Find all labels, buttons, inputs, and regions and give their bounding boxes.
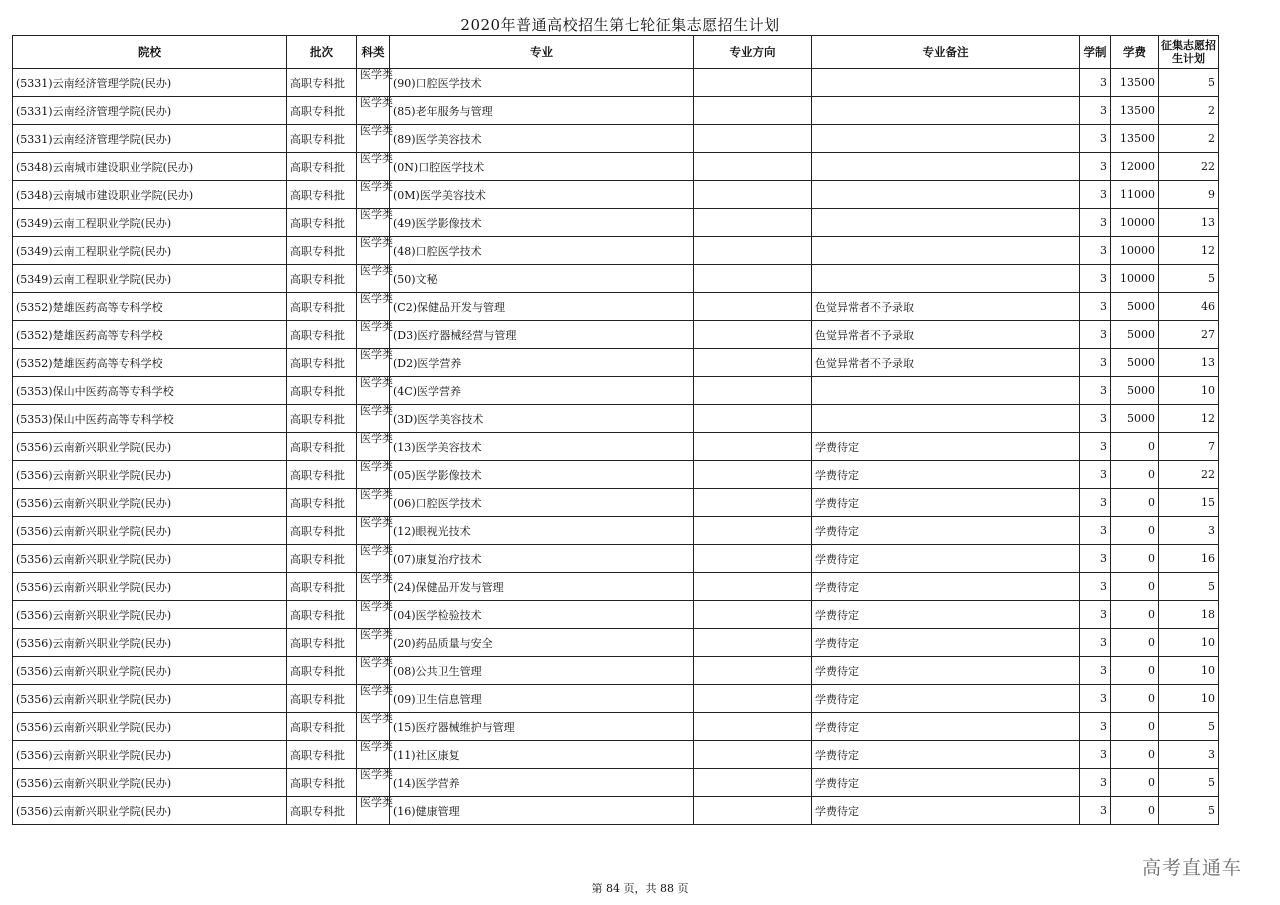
cell-plan: 46 (1159, 293, 1219, 321)
cell-school: (5356)云南新兴职业学院(民办) (13, 433, 287, 461)
cell-fee: 0 (1111, 657, 1159, 685)
cell-years: 3 (1080, 461, 1111, 489)
cell-major: (24)保健品开发与管理 (390, 573, 694, 601)
cell-years: 3 (1080, 769, 1111, 797)
cell-note: 学费待定 (812, 741, 1080, 769)
cell-plan: 5 (1159, 69, 1219, 97)
cell-category: 医学类 (357, 209, 390, 237)
cell-direction (694, 237, 812, 265)
cell-plan: 5 (1159, 797, 1219, 825)
cell-major: (4C)医学营养 (390, 377, 694, 405)
cell-batch: 高职专科批 (287, 769, 357, 797)
cell-direction (694, 377, 812, 405)
cell-category: 医学类 (357, 489, 390, 517)
page-footer: 第 84 页，共 88 页 (591, 882, 689, 895)
cell-direction (694, 573, 812, 601)
table-row (13, 433, 1219, 461)
cell-category: 医学类 (357, 517, 390, 545)
cell-plan: 10 (1159, 657, 1219, 685)
cell-major: (3D)医学美容技术 (390, 405, 694, 433)
cell-note: 学费待定 (812, 433, 1080, 461)
table-row (13, 153, 1219, 181)
cell-plan: 5 (1159, 713, 1219, 741)
enrollment-plan-table (12, 35, 1219, 825)
cell-years: 3 (1080, 573, 1111, 601)
cell-plan: 7 (1159, 433, 1219, 461)
cell-direction (694, 461, 812, 489)
cell-category: 医学类 (357, 405, 390, 433)
cell-note: 学费待定 (812, 769, 1080, 797)
cell-years: 3 (1080, 265, 1111, 293)
cell-plan: 16 (1159, 545, 1219, 573)
cell-category: 医学类 (357, 713, 390, 741)
cell-batch: 高职专科批 (287, 489, 357, 517)
table-row (13, 545, 1219, 573)
cell-batch: 高职专科批 (287, 69, 357, 97)
cell-years: 3 (1080, 545, 1111, 573)
cell-category: 医学类 (357, 545, 390, 573)
table-row (13, 125, 1219, 153)
cell-batch: 高职专科批 (287, 797, 357, 825)
cell-school: (5356)云南新兴职业学院(民办) (13, 657, 287, 685)
header-note: 专业备注 (812, 36, 1080, 69)
table-row (13, 713, 1219, 741)
cell-school: (5349)云南工程职业学院(民办) (13, 209, 287, 237)
cell-category: 医学类 (357, 181, 390, 209)
cell-years: 3 (1080, 153, 1111, 181)
cell-school: (5356)云南新兴职业学院(民办) (13, 741, 287, 769)
cell-plan: 2 (1159, 97, 1219, 125)
cell-years: 3 (1080, 237, 1111, 265)
cell-note: 学费待定 (812, 489, 1080, 517)
cell-category: 医学类 (357, 573, 390, 601)
cell-school: (5353)保山中医药高等专科学校 (13, 405, 287, 433)
header-fee: 学费 (1111, 36, 1159, 69)
table-body (13, 69, 1219, 825)
cell-batch: 高职专科批 (287, 629, 357, 657)
cell-major: (D3)医疗器械经营与管理 (390, 321, 694, 349)
cell-fee: 13500 (1111, 97, 1159, 125)
cell-years: 3 (1080, 629, 1111, 657)
cell-direction (694, 321, 812, 349)
cell-plan: 13 (1159, 349, 1219, 377)
cell-fee: 5000 (1111, 349, 1159, 377)
cell-batch: 高职专科批 (287, 713, 357, 741)
cell-plan: 9 (1159, 181, 1219, 209)
cell-years: 3 (1080, 321, 1111, 349)
header-plan: 征集志愿招生计划 (1159, 36, 1219, 69)
cell-years: 3 (1080, 209, 1111, 237)
cell-note: 学费待定 (812, 797, 1080, 825)
cell-batch: 高职专科批 (287, 657, 357, 685)
cell-category: 医学类 (357, 321, 390, 349)
cell-major: (07)康复治疗技术 (390, 545, 694, 573)
cell-plan: 5 (1159, 769, 1219, 797)
cell-category: 医学类 (357, 685, 390, 713)
cell-years: 3 (1080, 741, 1111, 769)
cell-direction (694, 125, 812, 153)
cell-major: (85)老年服务与管理 (390, 97, 694, 125)
cell-plan: 12 (1159, 405, 1219, 433)
table-row (13, 601, 1219, 629)
cell-major: (16)健康管理 (390, 797, 694, 825)
cell-note: 学费待定 (812, 461, 1080, 489)
table-header-row (13, 36, 1219, 69)
cell-batch: 高职专科批 (287, 573, 357, 601)
cell-plan: 10 (1159, 377, 1219, 405)
cell-major: (20)药品质量与安全 (390, 629, 694, 657)
cell-years: 3 (1080, 293, 1111, 321)
cell-years: 3 (1080, 69, 1111, 97)
cell-note: 学费待定 (812, 685, 1080, 713)
cell-fee: 0 (1111, 685, 1159, 713)
cell-category: 医学类 (357, 377, 390, 405)
table-row (13, 657, 1219, 685)
cell-batch: 高职专科批 (287, 433, 357, 461)
cell-direction (694, 797, 812, 825)
cell-years: 3 (1080, 601, 1111, 629)
cell-fee: 0 (1111, 517, 1159, 545)
cell-note (812, 97, 1080, 125)
table-row (13, 517, 1219, 545)
cell-years: 3 (1080, 433, 1111, 461)
cell-plan: 22 (1159, 461, 1219, 489)
cell-direction (694, 69, 812, 97)
table-row (13, 181, 1219, 209)
cell-plan: 5 (1159, 573, 1219, 601)
cell-direction (694, 405, 812, 433)
cell-fee: 0 (1111, 741, 1159, 769)
cell-note (812, 181, 1080, 209)
cell-batch: 高职专科批 (287, 349, 357, 377)
table-row (13, 685, 1219, 713)
cell-direction (694, 545, 812, 573)
cell-years: 3 (1080, 685, 1111, 713)
cell-note (812, 377, 1080, 405)
cell-fee: 10000 (1111, 237, 1159, 265)
cell-note (812, 405, 1080, 433)
cell-school: (5331)云南经济管理学院(民办) (13, 125, 287, 153)
cell-major: (12)眼视光技术 (390, 517, 694, 545)
cell-direction (694, 433, 812, 461)
cell-major: (49)医学影像技术 (390, 209, 694, 237)
cell-note: 学费待定 (812, 657, 1080, 685)
cell-plan: 10 (1159, 685, 1219, 713)
cell-major: (05)医学影像技术 (390, 461, 694, 489)
cell-batch: 高职专科批 (287, 153, 357, 181)
cell-category: 医学类 (357, 153, 390, 181)
cell-plan: 27 (1159, 321, 1219, 349)
table-row (13, 349, 1219, 377)
header-years: 学制 (1080, 36, 1111, 69)
cell-batch: 高职专科批 (287, 181, 357, 209)
cell-fee: 5000 (1111, 293, 1159, 321)
cell-batch: 高职专科批 (287, 237, 357, 265)
cell-school: (5353)保山中医药高等专科学校 (13, 377, 287, 405)
cell-major: (14)医学营养 (390, 769, 694, 797)
cell-batch: 高职专科批 (287, 293, 357, 321)
cell-note: 学费待定 (812, 713, 1080, 741)
cell-school: (5356)云南新兴职业学院(民办) (13, 685, 287, 713)
cell-fee: 5000 (1111, 405, 1159, 433)
cell-plan: 3 (1159, 517, 1219, 545)
cell-direction (694, 209, 812, 237)
cell-major: (04)医学检验技术 (390, 601, 694, 629)
cell-years: 3 (1080, 181, 1111, 209)
cell-batch: 高职专科批 (287, 405, 357, 433)
cell-major: (06)口腔医学技术 (390, 489, 694, 517)
cell-note: 学费待定 (812, 629, 1080, 657)
cell-fee: 0 (1111, 713, 1159, 741)
cell-years: 3 (1080, 489, 1111, 517)
cell-years: 3 (1080, 125, 1111, 153)
table-row (13, 769, 1219, 797)
cell-fee: 0 (1111, 769, 1159, 797)
header-direction: 专业方向 (694, 36, 812, 69)
cell-category: 医学类 (357, 349, 390, 377)
cell-note: 学费待定 (812, 601, 1080, 629)
cell-plan: 3 (1159, 741, 1219, 769)
cell-direction (694, 181, 812, 209)
cell-note (812, 265, 1080, 293)
cell-direction (694, 97, 812, 125)
cell-plan: 5 (1159, 265, 1219, 293)
cell-note (812, 153, 1080, 181)
table-row (13, 265, 1219, 293)
table-row (13, 741, 1219, 769)
cell-school: (5348)云南城市建设职业学院(民办) (13, 181, 287, 209)
cell-fee: 0 (1111, 601, 1159, 629)
cell-category: 医学类 (357, 769, 390, 797)
cell-fee: 13500 (1111, 125, 1159, 153)
table-row (13, 69, 1219, 97)
cell-school: (5356)云南新兴职业学院(民办) (13, 573, 287, 601)
cell-category: 医学类 (357, 293, 390, 321)
cell-note (812, 209, 1080, 237)
cell-direction (694, 741, 812, 769)
cell-batch: 高职专科批 (287, 321, 357, 349)
cell-school: (5356)云南新兴职业学院(民办) (13, 461, 287, 489)
page-title: 2020年普通高校招生第七轮征集志愿招生计划 (460, 16, 780, 34)
cell-fee: 0 (1111, 461, 1159, 489)
cell-category: 医学类 (357, 125, 390, 153)
table-row (13, 573, 1219, 601)
cell-batch: 高职专科批 (287, 461, 357, 489)
cell-years: 3 (1080, 405, 1111, 433)
cell-direction (694, 517, 812, 545)
cell-major: (0M)医学美容技术 (390, 181, 694, 209)
cell-direction (694, 293, 812, 321)
cell-category: 医学类 (357, 69, 390, 97)
cell-category: 医学类 (357, 797, 390, 825)
cell-major: (C2)保健品开发与管理 (390, 293, 694, 321)
cell-category: 医学类 (357, 461, 390, 489)
cell-fee: 11000 (1111, 181, 1159, 209)
cell-note: 色觉异常者不予录取 (812, 321, 1080, 349)
table-row (13, 797, 1219, 825)
cell-direction (694, 657, 812, 685)
cell-fee: 0 (1111, 489, 1159, 517)
cell-major: (08)公共卫生管理 (390, 657, 694, 685)
cell-fee: 0 (1111, 629, 1159, 657)
cell-note: 学费待定 (812, 545, 1080, 573)
cell-school: (5349)云南工程职业学院(民办) (13, 237, 287, 265)
cell-major: (13)医学美容技术 (390, 433, 694, 461)
cell-major: (0N)口腔医学技术 (390, 153, 694, 181)
cell-fee: 10000 (1111, 209, 1159, 237)
cell-years: 3 (1080, 797, 1111, 825)
cell-category: 医学类 (357, 629, 390, 657)
cell-batch: 高职专科批 (287, 601, 357, 629)
cell-note (812, 125, 1080, 153)
cell-batch: 高职专科批 (287, 97, 357, 125)
table-row (13, 489, 1219, 517)
table-row (13, 97, 1219, 125)
header-school: 院校 (13, 36, 287, 69)
cell-direction (694, 713, 812, 741)
header-batch: 批次 (287, 36, 357, 69)
cell-fee: 5000 (1111, 321, 1159, 349)
cell-direction (694, 629, 812, 657)
cell-category: 医学类 (357, 97, 390, 125)
cell-plan: 13 (1159, 209, 1219, 237)
cell-school: (5356)云南新兴职业学院(民办) (13, 601, 287, 629)
cell-category: 医学类 (357, 657, 390, 685)
table-row (13, 461, 1219, 489)
cell-plan: 15 (1159, 489, 1219, 517)
cell-category: 医学类 (357, 741, 390, 769)
cell-batch: 高职专科批 (287, 741, 357, 769)
cell-direction (694, 153, 812, 181)
table-row (13, 293, 1219, 321)
cell-plan: 18 (1159, 601, 1219, 629)
cell-category: 医学类 (357, 265, 390, 293)
cell-direction (694, 601, 812, 629)
cell-major: (89)医学美容技术 (390, 125, 694, 153)
cell-major: (48)口腔医学技术 (390, 237, 694, 265)
cell-years: 3 (1080, 657, 1111, 685)
cell-batch: 高职专科批 (287, 545, 357, 573)
cell-major: (09)卫生信息管理 (390, 685, 694, 713)
cell-fee: 12000 (1111, 153, 1159, 181)
cell-school: (5352)楚雄医药高等专科学校 (13, 293, 287, 321)
cell-note (812, 69, 1080, 97)
cell-major: (50)文秘 (390, 265, 694, 293)
table-row (13, 321, 1219, 349)
cell-batch: 高职专科批 (287, 377, 357, 405)
cell-school: (5356)云南新兴职业学院(民办) (13, 545, 287, 573)
cell-category: 医学类 (357, 433, 390, 461)
header-major: 专业 (390, 36, 694, 69)
cell-plan: 12 (1159, 237, 1219, 265)
cell-fee: 0 (1111, 797, 1159, 825)
cell-school: (5356)云南新兴职业学院(民办) (13, 489, 287, 517)
cell-years: 3 (1080, 97, 1111, 125)
cell-major: (90)口腔医学技术 (390, 69, 694, 97)
cell-batch: 高职专科批 (287, 125, 357, 153)
cell-fee: 0 (1111, 433, 1159, 461)
cell-major: (D2)医学营养 (390, 349, 694, 377)
table-row (13, 377, 1219, 405)
cell-category: 医学类 (357, 601, 390, 629)
watermark: 高考直通车 (1142, 857, 1243, 879)
cell-note (812, 237, 1080, 265)
cell-school: (5356)云南新兴职业学院(民办) (13, 629, 287, 657)
cell-fee: 10000 (1111, 265, 1159, 293)
table-row (13, 209, 1219, 237)
cell-years: 3 (1080, 349, 1111, 377)
cell-years: 3 (1080, 713, 1111, 741)
cell-school: (5331)云南经济管理学院(民办) (13, 69, 287, 97)
table-row (13, 629, 1219, 657)
cell-school: (5356)云南新兴职业学院(民办) (13, 797, 287, 825)
cell-direction (694, 349, 812, 377)
cell-batch: 高职专科批 (287, 265, 357, 293)
cell-direction (694, 489, 812, 517)
cell-fee: 0 (1111, 545, 1159, 573)
table-row (13, 237, 1219, 265)
cell-category: 医学类 (357, 237, 390, 265)
cell-fee: 0 (1111, 573, 1159, 601)
cell-batch: 高职专科批 (287, 209, 357, 237)
table-row (13, 405, 1219, 433)
cell-major: (11)社区康复 (390, 741, 694, 769)
cell-batch: 高职专科批 (287, 517, 357, 545)
cell-note: 学费待定 (812, 573, 1080, 601)
cell-major: (15)医疗器械维护与管理 (390, 713, 694, 741)
cell-direction (694, 769, 812, 797)
cell-note: 色觉异常者不予录取 (812, 293, 1080, 321)
cell-school: (5348)云南城市建设职业学院(民办) (13, 153, 287, 181)
cell-direction (694, 265, 812, 293)
header-category: 科类 (357, 36, 390, 69)
cell-direction (694, 685, 812, 713)
cell-note: 学费待定 (812, 517, 1080, 545)
cell-school: (5352)楚雄医药高等专科学校 (13, 349, 287, 377)
cell-school: (5356)云南新兴职业学院(民办) (13, 713, 287, 741)
cell-years: 3 (1080, 377, 1111, 405)
cell-batch: 高职专科批 (287, 685, 357, 713)
cell-school: (5352)楚雄医药高等专科学校 (13, 321, 287, 349)
cell-school: (5349)云南工程职业学院(民办) (13, 265, 287, 293)
cell-school: (5356)云南新兴职业学院(民办) (13, 769, 287, 797)
cell-plan: 2 (1159, 125, 1219, 153)
cell-school: (5331)云南经济管理学院(民办) (13, 97, 287, 125)
cell-school: (5356)云南新兴职业学院(民办) (13, 517, 287, 545)
cell-fee: 5000 (1111, 377, 1159, 405)
cell-fee: 13500 (1111, 69, 1159, 97)
cell-plan: 10 (1159, 629, 1219, 657)
cell-years: 3 (1080, 517, 1111, 545)
cell-plan: 22 (1159, 153, 1219, 181)
cell-note: 色觉异常者不予录取 (812, 349, 1080, 377)
